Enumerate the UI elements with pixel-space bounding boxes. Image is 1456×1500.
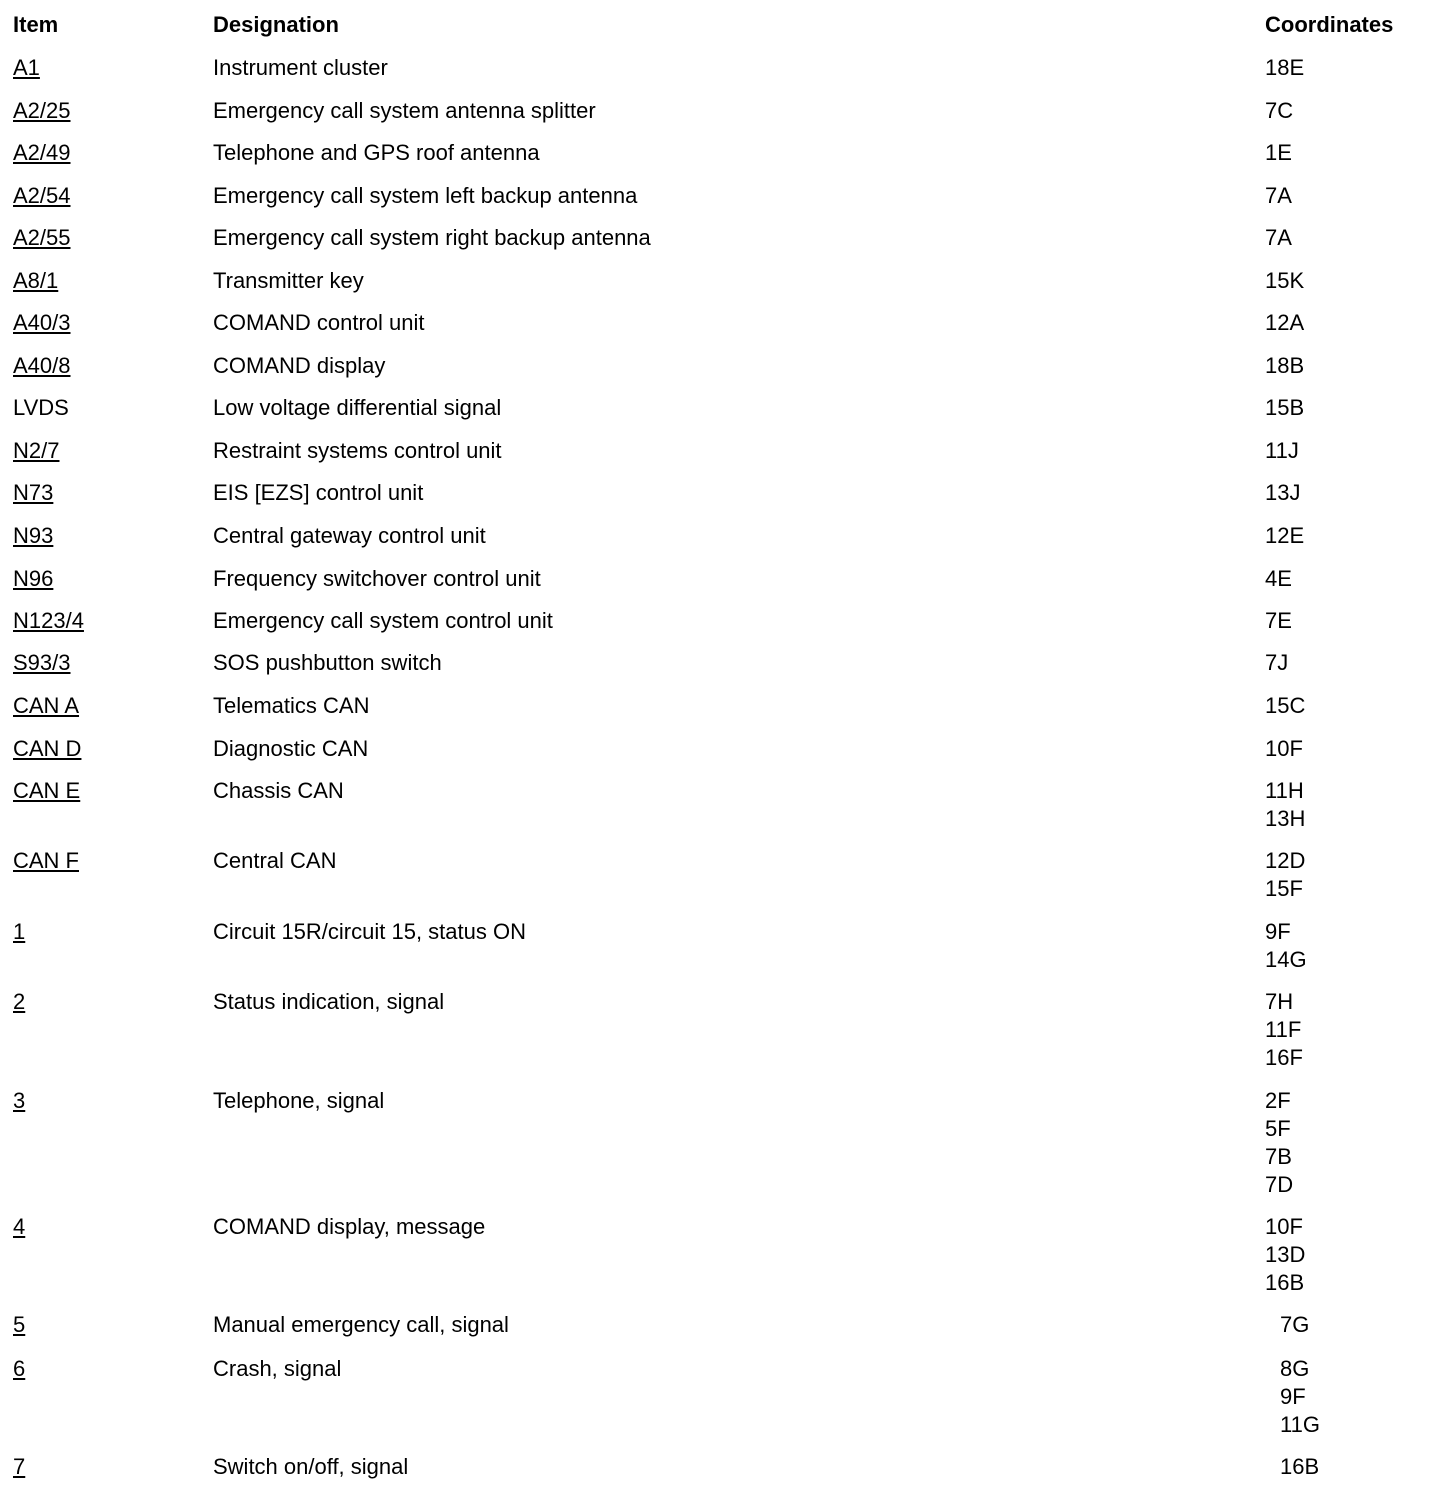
item-link[interactable]: 1 [13, 919, 26, 944]
designation: SOS pushbutton switch [213, 650, 442, 675]
coordinate-value: 9F [1280, 1384, 1306, 1409]
coordinate-value: 7C [1265, 98, 1294, 123]
header-designation: Designation [213, 12, 339, 37]
coordinate-value: 18B [1265, 353, 1305, 378]
coordinates [1265, 1087, 1293, 1199]
coordinates [1265, 139, 1292, 167]
coordinate-value: 7E [1265, 608, 1292, 633]
item-link[interactable]: N73 [13, 480, 54, 505]
coordinate-value: 13H [1265, 806, 1306, 831]
designation: Telephone and GPS roof antenna [213, 140, 540, 165]
coordinate-value: 2F [1265, 1088, 1291, 1113]
coordinate-value: 5F [1265, 1116, 1291, 1141]
coordinate-value: 13D [1265, 1242, 1306, 1267]
coordinates [1265, 224, 1292, 252]
designation: Emergency call system left backup antenna [213, 183, 638, 208]
designation: EIS [EZS] control unit [213, 480, 424, 505]
coordinates [1265, 182, 1292, 210]
item-link[interactable]: CAN A [13, 693, 80, 718]
coordinates [1265, 847, 1305, 903]
coordinates [1265, 565, 1292, 593]
item-link[interactable]: A40/3 [13, 310, 71, 335]
designation: Restraint systems control unit [213, 438, 502, 463]
coordinate-value: 4E [1265, 566, 1292, 591]
item-link[interactable]: N96 [13, 566, 54, 591]
coordinate-value: 18E [1265, 55, 1305, 80]
coordinate-value: 9F [1265, 919, 1291, 944]
coordinates [1265, 1213, 1305, 1297]
item-link[interactable]: 3 [13, 1088, 26, 1113]
item-link[interactable]: CAN E [13, 778, 81, 803]
item-link[interactable]: 5 [13, 1312, 26, 1337]
coordinate-value: 11J [1265, 438, 1299, 463]
coordinates [1265, 735, 1303, 763]
designation: Telephone, signal [213, 1088, 385, 1113]
header-item: Item [13, 12, 59, 37]
item-link[interactable]: 2 [13, 989, 26, 1014]
coordinates [1265, 97, 1293, 125]
coordinates [1265, 607, 1292, 635]
designation: Emergency call system right backup antenna [213, 225, 651, 250]
coordinate-value: 7A [1265, 183, 1292, 208]
coordinate-value: 11F [1265, 1017, 1302, 1042]
coordinate-value: 14G [1265, 947, 1307, 972]
designation: Transmitter key [213, 268, 364, 293]
coordinates [1265, 777, 1305, 833]
coordinate-value: 7G [1280, 1312, 1310, 1337]
coordinates [1280, 1311, 1309, 1339]
designation: COMAND display [213, 353, 386, 378]
designation: COMAND display, message [213, 1214, 486, 1239]
designation: Status indication, signal [213, 989, 445, 1014]
designation: Emergency call system control unit [213, 608, 553, 633]
coordinates [1265, 918, 1307, 974]
coordinate-value: 8G [1280, 1356, 1310, 1381]
item-link[interactable]: A2/25 [13, 98, 71, 123]
header-coordinates: Coordinates [1265, 12, 1394, 37]
coordinates [1265, 988, 1303, 1072]
coordinate-value: 1E [1265, 140, 1292, 165]
coordinate-value: 15C [1265, 693, 1306, 718]
item-link[interactable]: N2/7 [13, 438, 60, 463]
coordinate-value: 16B [1280, 1454, 1320, 1479]
designation: Manual emergency call, signal [213, 1312, 509, 1337]
coordinates [1280, 1453, 1319, 1481]
coordinate-value: 12A [1265, 310, 1305, 335]
item-link[interactable]: A40/8 [13, 353, 71, 378]
coordinates [1265, 352, 1304, 380]
coordinates [1265, 479, 1300, 507]
item-link[interactable]: N123/4 [13, 608, 84, 633]
item-link[interactable]: 4 [13, 1214, 26, 1239]
coordinates [1265, 437, 1299, 465]
coordinate-value: 10F [1265, 1214, 1303, 1239]
designation: Diagnostic CAN [213, 736, 369, 761]
coordinates [1280, 1355, 1320, 1439]
item-link[interactable]: 7 [13, 1454, 26, 1479]
item-link[interactable]: CAN F [13, 848, 79, 873]
coordinate-value: 12D [1265, 848, 1306, 873]
item-link[interactable]: A1 [13, 55, 40, 80]
coordinate-value: 11G [1280, 1412, 1320, 1437]
designation: Emergency call system antenna splitter [213, 98, 596, 123]
designation: Crash, signal [213, 1356, 342, 1381]
coordinates [1265, 309, 1304, 337]
designation: Circuit 15R/circuit 15, status ON [213, 919, 526, 944]
designation: Switch on/off, signal [213, 1454, 409, 1479]
coordinate-value: 12E [1265, 523, 1305, 548]
coordinates [1265, 522, 1304, 550]
item-label: LVDS [13, 395, 69, 420]
designation: Instrument cluster [213, 55, 388, 80]
item-link[interactable]: A2/54 [13, 183, 71, 208]
item-link[interactable]: A8/1 [13, 268, 59, 293]
coordinate-value: 15B [1265, 395, 1305, 420]
coordinate-value: 7D [1265, 1172, 1294, 1197]
item-link[interactable]: CAN D [13, 736, 82, 761]
designation: Frequency switchover control unit [213, 566, 541, 591]
coordinates [1265, 267, 1304, 295]
designation: Central CAN [213, 848, 337, 873]
item-link[interactable]: A2/49 [13, 140, 71, 165]
coordinate-value: 15K [1265, 268, 1305, 293]
coordinate-value: 15F [1265, 876, 1303, 901]
coordinates [1265, 692, 1305, 720]
designation: COMAND control unit [213, 310, 425, 335]
coordinates [1265, 394, 1304, 422]
item-link[interactable]: A2/55 [13, 225, 71, 250]
designation: Central gateway control unit [213, 523, 486, 548]
coordinate-value: 16F [1265, 1045, 1303, 1070]
designation: Chassis CAN [213, 778, 344, 803]
coordinate-value: 16B [1265, 1270, 1305, 1295]
item-link[interactable]: 6 [13, 1356, 26, 1381]
coordinates [1265, 54, 1304, 82]
coordinate-value: 7B [1265, 1144, 1292, 1169]
coordinate-value: 10F [1265, 736, 1303, 761]
coordinates [1265, 649, 1288, 677]
coordinate-value: 13J [1265, 480, 1301, 505]
coordinate-value: 11H [1265, 778, 1304, 803]
item-link[interactable]: S93/3 [13, 650, 71, 675]
coordinate-value: 7J [1265, 650, 1289, 675]
coordinate-value: 7A [1265, 225, 1292, 250]
designation: Low voltage differential signal [213, 395, 502, 420]
coordinate-value: 7H [1265, 989, 1294, 1014]
item-link[interactable]: N93 [13, 523, 54, 548]
designation: Telematics CAN [213, 693, 370, 718]
